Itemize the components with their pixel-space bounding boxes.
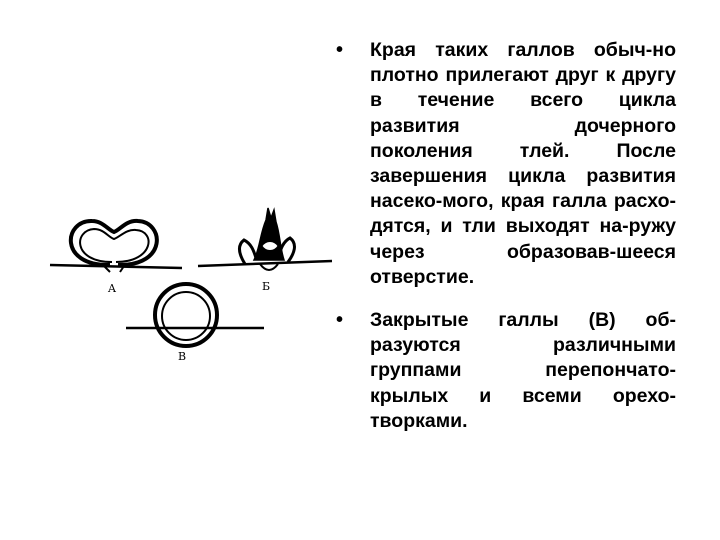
bullet-item-closed-galls — [336, 308, 676, 434]
gall-c-inner-wall — [162, 292, 210, 340]
gall-c-drawing — [126, 284, 264, 363]
gall-b-leaf-line — [198, 261, 332, 266]
gall-a-label: A — [108, 282, 116, 295]
gall-b-cavity — [262, 242, 278, 251]
gall-a-drawing — [50, 221, 182, 295]
gall-types-illustration — [40, 200, 340, 380]
bullet-list — [336, 38, 676, 452]
gall-c-outer-wall — [155, 284, 217, 346]
gall-a-leaf-line — [50, 265, 182, 268]
gall-drawing — [40, 200, 340, 380]
gall-c-label: В — [178, 350, 187, 363]
gall-a-outer-wall — [71, 221, 157, 265]
gall-b-opening — [254, 208, 284, 260]
bullet-marker: • — [336, 309, 344, 332]
bullet-text: Края таких галлов обыч-но плотно прилегают друг к другу в течение всего цикла развития дочерного поколения тлей. После завершения цикла развития насеко-мого, края галла расхо-дятся, и тли выходят на-ружу через образовав-шееся отверстие. — [370, 39, 676, 288]
gall-b-drawing — [198, 208, 332, 293]
bullet-text: Закрытые галлы (В) об-разуются различными группами перепончато-крылых и всеми орехо-творками. — [370, 309, 676, 432]
gall-b-base — [260, 264, 278, 270]
gall-b-label: Б — [262, 280, 271, 293]
bullet-item-edges — [336, 38, 676, 290]
bullet-marker: • — [336, 39, 344, 61]
